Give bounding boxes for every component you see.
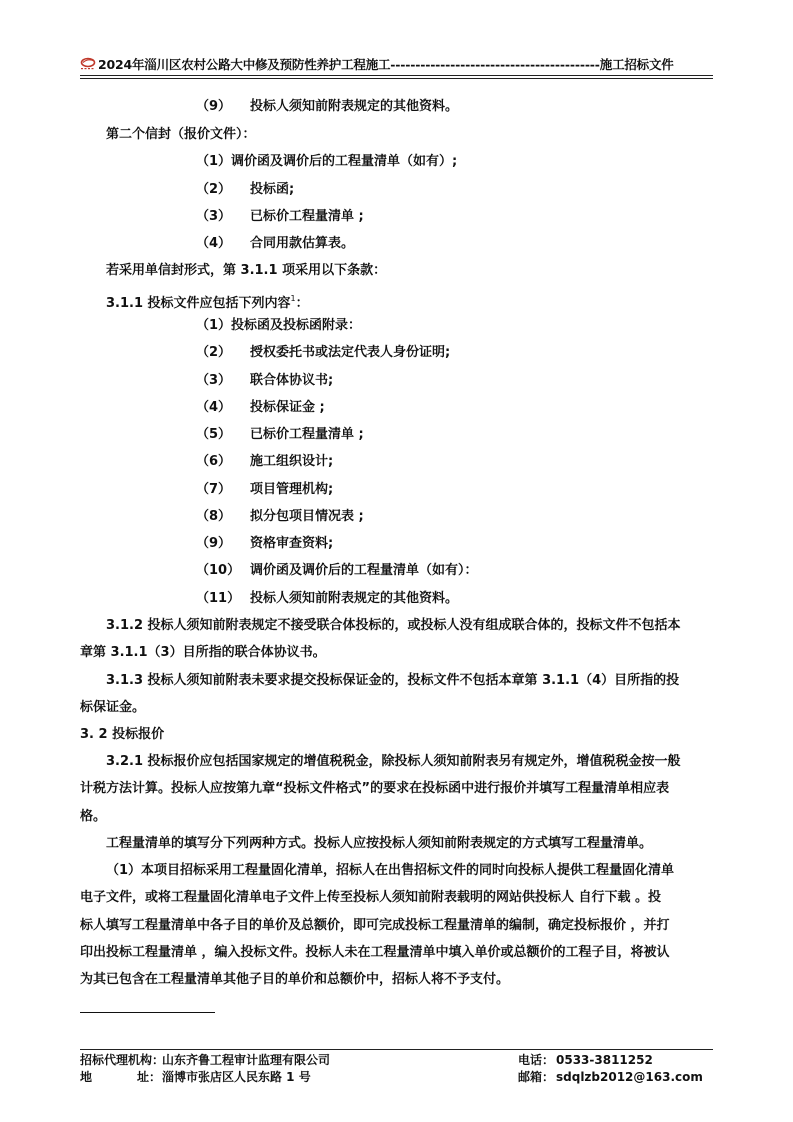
clause-3-2-1: 3.2.1 投标报价应包括国家规定的增值税税金，除投标人须知前附表另有规定外，增值税税金按一般 <box>106 754 681 769</box>
header-title: 2024年淄川区农村公路大中修及预防性养护工程施工------------------------------------------施工招标文件 <box>98 57 674 72</box>
item-number: （9） <box>196 99 232 114</box>
item-number: （2） <box>196 345 232 360</box>
item-text: 授权委托书或法定代表人身份证明; <box>250 345 451 360</box>
footer-address: 淄博市张店区人民东路 1 号 <box>162 1070 311 1084</box>
item-text: 拟分包项目情况表 ; <box>250 509 364 524</box>
clause-3-1-2-cont: 章第 3.1.1（3）目所指的联合体协议书。 <box>80 645 326 660</box>
item-text: 资格审查资料; <box>250 536 334 551</box>
footer-agency-name: 山东齐鲁工程审计监理有限公司 <box>162 1053 331 1067</box>
bill-method-1-cont: 电子文件，或将工程量固化清单电子文件上传至投标人须知前附表载明的网站供投标人 自行下载 。投 <box>80 890 662 905</box>
item-number: （4） <box>196 400 232 415</box>
item-text: 项目管理机构; <box>250 482 334 497</box>
item-text: 已标价工程量清单 ; <box>250 427 364 442</box>
item-number: （7） <box>196 482 232 497</box>
footer-rule <box>80 1049 713 1050</box>
second-envelope-heading: 第二个信封（报价文件）： <box>106 127 256 142</box>
item-text: 投标人须知前附表规定的其他资料。 <box>250 99 459 114</box>
item-text: 投标人须知前附表规定的其他资料。 <box>250 591 459 606</box>
item-number: （3） <box>196 373 232 388</box>
clause-3-1-1-colon: ： <box>295 296 309 311</box>
header-rule-double <box>80 78 713 79</box>
item-number: （9） <box>196 536 232 551</box>
item-row: （1）调价函及调价后的工程量清单（如有）; <box>196 154 458 169</box>
item-number: （3） <box>196 209 232 224</box>
bill-method-1: （1）本项目招标采用工程量固化清单，招标人在出售招标文件的同时向投标人提供工程量固化清单 <box>106 863 675 878</box>
clause-3-1-3: 3.1.3 投标人须知前附表未要求提交投标保证金的，投标文件不包括本章第 3.1.1（4）目所指的投 <box>106 673 680 688</box>
footnote-separator <box>80 1012 215 1013</box>
footer-address-label: 址： <box>137 1070 162 1084</box>
item-text: 联合体协议书; <box>250 373 334 388</box>
item-text: 合同用款估算表。 <box>250 236 355 251</box>
footer-email: sdqlzb2012@163.com <box>556 1070 703 1084</box>
footer-agency-label: 招标代理机构： <box>80 1053 165 1067</box>
item-number: （2） <box>196 182 232 197</box>
item-number: （4） <box>196 236 232 251</box>
clause-3-2-1-cont: 计税方法计算。投标人应按第九章“投标文件格式”的要求在投标函中进行报价并填写工程量清单相应表 <box>80 781 670 796</box>
bill-method-1-cont: 为其已包含在工程量清单其他子目的单价和总额价中，招标人将不予支付。 <box>80 972 510 987</box>
header-rule <box>80 75 713 76</box>
item-number: （6） <box>196 454 232 469</box>
footer-address-label: 地 <box>80 1070 93 1084</box>
company-logo <box>80 57 100 71</box>
footnote-ref[interactable]: 1 <box>290 294 296 303</box>
bill-method-1-cont: 标人填写工程量清单中各子目的单价及总额价，即可完成投标工程量清单的编制，确定投标报价 ，并打 <box>80 918 670 933</box>
item-text: 调价函及调价后的工程量清单（如有）： <box>250 563 478 578</box>
clause-3-1-1-text: 3.1.1 投标文件应包括下列内容 <box>106 296 291 311</box>
page-header <box>80 57 713 79</box>
footer-phone-label: 电话： <box>518 1053 555 1067</box>
item-text: 投标函; <box>250 182 295 197</box>
bill-method-1-cont: 印出投标工程量清单 ，编入投标文件。投标人未在工程量清单中填入单价或总额价的工程子目，将被认 <box>80 945 670 960</box>
section-heading: 3. 2 投标报价 <box>80 727 165 742</box>
item-number: （11） <box>196 591 241 606</box>
footer-phone: 0533-3811252 <box>556 1053 653 1067</box>
bill-intro: 工程量清单的填写分下列两种方式。投标人应按投标人须知前附表规定的方式填写工程量清单。 <box>106 836 653 851</box>
clause-3-1-1 <box>106 290 309 313</box>
single-envelope-clause: 若采用单信封形式，第 3.1.1 项采用以下条款： <box>106 263 387 278</box>
clause-3-1-3-cont: 标保证金。 <box>80 700 146 715</box>
item-text: 已标价工程量清单 ; <box>250 209 364 224</box>
item-number: （10） <box>196 563 241 578</box>
clause-3-2-1-cont: 格。 <box>80 809 107 824</box>
clause-3-1-2: 3.1.2 投标人须知前附表规定不接受联合体投标的，或投标人没有组成联合体的，投标文件不包括本 <box>106 618 681 633</box>
item-number: （5） <box>196 427 232 442</box>
item-row: （1）投标函及投标函附录： <box>196 318 362 333</box>
item-text: 施工组织设计; <box>250 454 334 469</box>
item-number: （8） <box>196 509 232 524</box>
footer-email-label: 邮箱： <box>518 1070 555 1084</box>
item-text: 投标保证金 ; <box>250 400 325 415</box>
